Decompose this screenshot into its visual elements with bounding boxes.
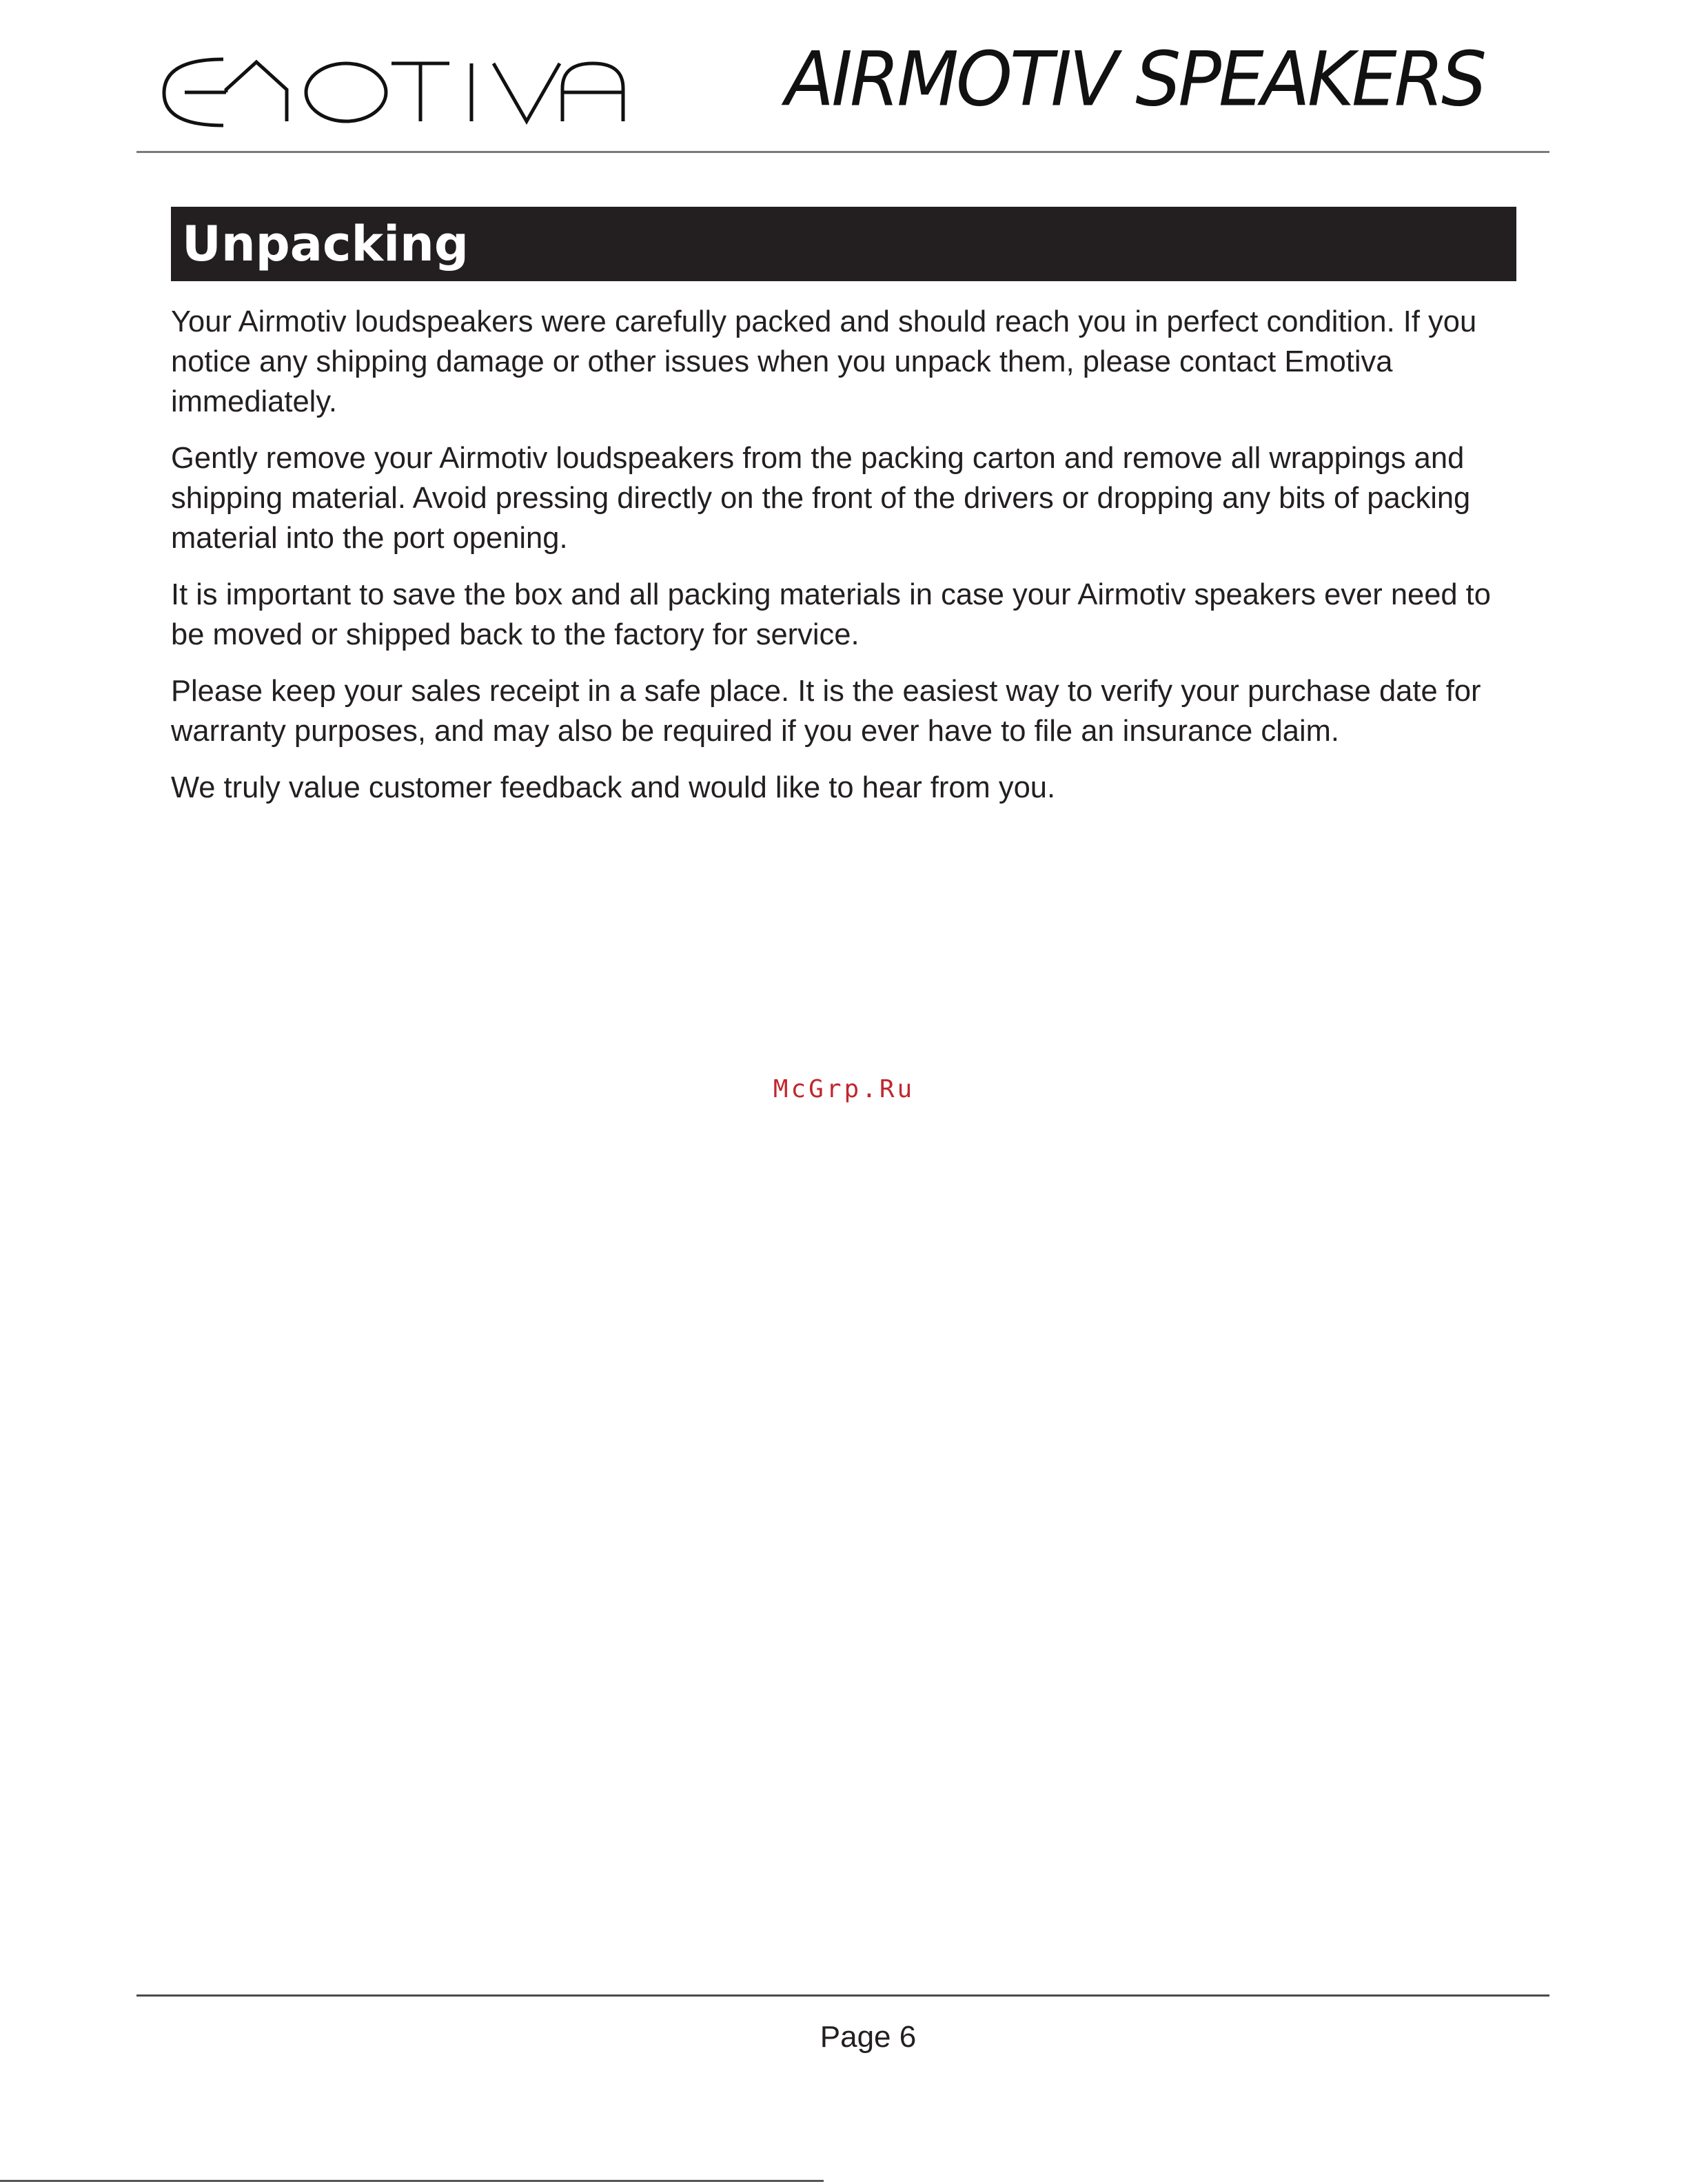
section-heading-bar — [171, 207, 1516, 281]
header-divider — [136, 151, 1549, 153]
paragraph: It is important to save the box and all packing materials in case your Airmotiv speakers ever need to be moved or shipped back to the factory for service. — [171, 578, 1491, 651]
watermark: McGrp.Ru — [773, 1075, 915, 1103]
paragraph: Gently remove your Airmotiv loudspeakers from the packing carton and remove all wrappings and shipping material. Avoid pressing directly on the front of the drivers or dropping any bits of packing material into the port opening. — [171, 442, 1471, 555]
footer-divider — [136, 1994, 1549, 1997]
emotiva-logo — [160, 54, 629, 130]
product-title: AIRMOTIV SPEAKERS — [785, 34, 1484, 123]
paragraph: Your Airmotiv loudspeakers were carefully packed and should reach you in perfect condition. If you notice any shipping damage or other issues when you unpack them, please contact Emotiva immediately. — [171, 305, 1477, 418]
paragraph: Please keep your sales receipt in a safe place. It is the easiest way to verify your purchase date for warranty purposes, and may also be required if you ever have to file an insurance claim. — [171, 675, 1481, 748]
section-body — [171, 302, 1516, 824]
page-edge-line — [0, 2180, 824, 2182]
section-heading: Unpacking — [182, 216, 469, 272]
page-number: Page 6 — [820, 2020, 917, 2054]
paragraph: We truly value customer feedback and would like to hear from you. — [171, 771, 1056, 804]
